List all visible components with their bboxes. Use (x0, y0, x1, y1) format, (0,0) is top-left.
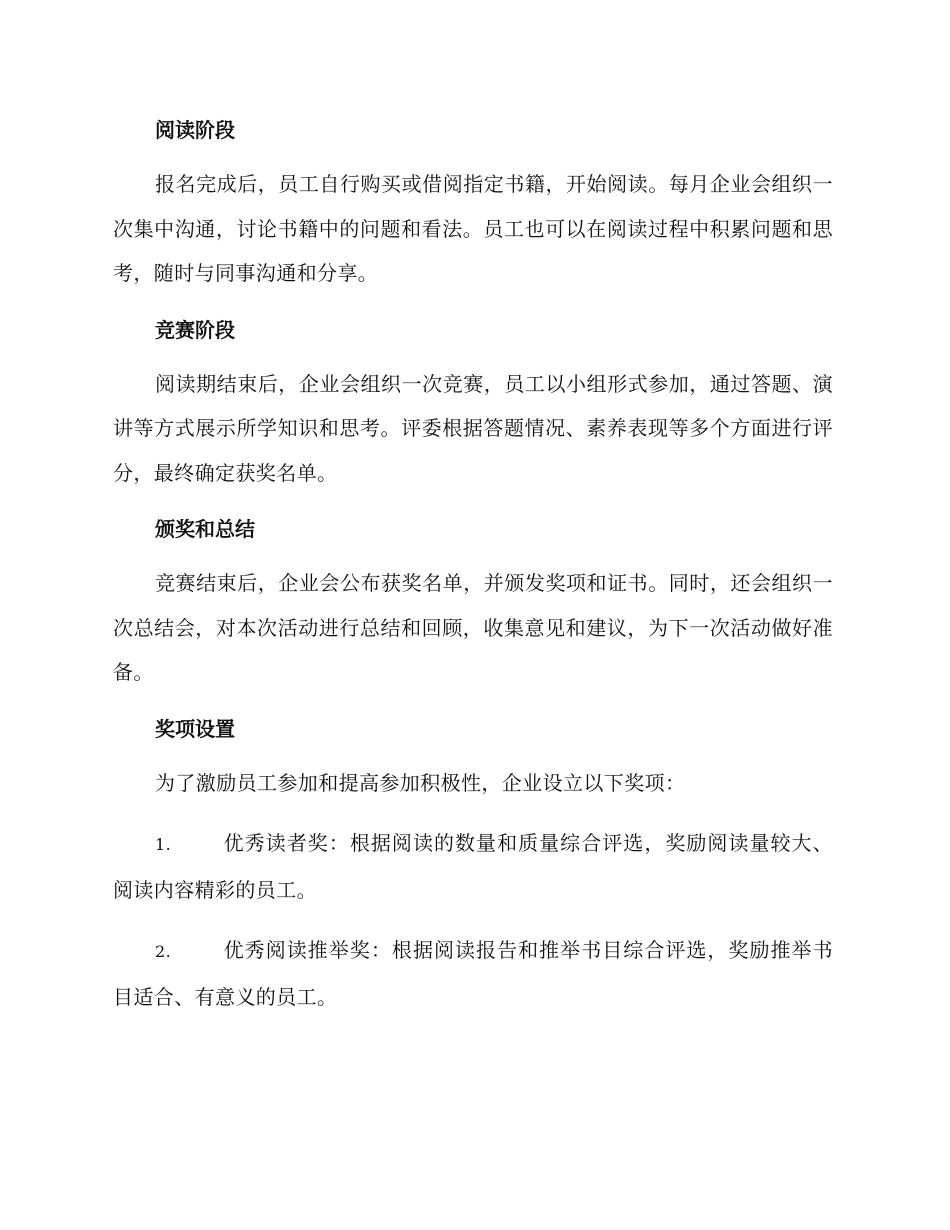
section-heading-reading: 阅读阶段 (155, 118, 235, 142)
section-paragraph-awards-summary: 竞赛结束后，企业会公布获奖名单，并颁发奖项和证书。同时，还会组织一次总结会，对本次活动进行总结和回顾，收集意见和建议，为下一次活动做好准备。 (113, 571, 833, 684)
award-list-item (113, 821, 833, 912)
award-list-text: 优秀读者奖：根据阅读的数量和质量综合评选，奖励阅读量较大、阅读内容精彩的员工。 (113, 831, 833, 902)
award-list-number: 1. (155, 835, 172, 854)
award-list-number: 2. (155, 942, 172, 961)
award-list-text: 优秀阅读推举奖：根据阅读报告和推举书目综合评选，奖励推举书目适合、有意义的员工。 (113, 938, 833, 1009)
section-heading-awards-summary: 颁奖和总结 (155, 517, 255, 541)
section-paragraph-competition: 阅读期结束后，企业会组织一次竞赛，员工以小组形式参加，通过答题、演讲等方式展示所学知识和思考。评委根据答题情况、素养表现等多个方面进行评分，最终确定获奖名单。 (113, 371, 833, 485)
award-list-item (113, 928, 833, 1019)
document-content (113, 112, 833, 1035)
section-heading-competition: 竞赛阶段 (155, 317, 235, 342)
section-paragraph-reading: 报名完成后，员工自行购买或借阅指定书籍，开始阅读。每月企业会组织一次集中沟通，讨论书籍中的问题和看法。员工也可以在阅读过程中积累问题和思考，随时与同事沟通和分享。 (113, 172, 833, 285)
section-paragraph-award-settings: 为了激励员工参加和提高参加积极性，企业设立以下奖项： (155, 770, 686, 795)
section-heading-award-settings: 奖项设置 (155, 716, 235, 741)
